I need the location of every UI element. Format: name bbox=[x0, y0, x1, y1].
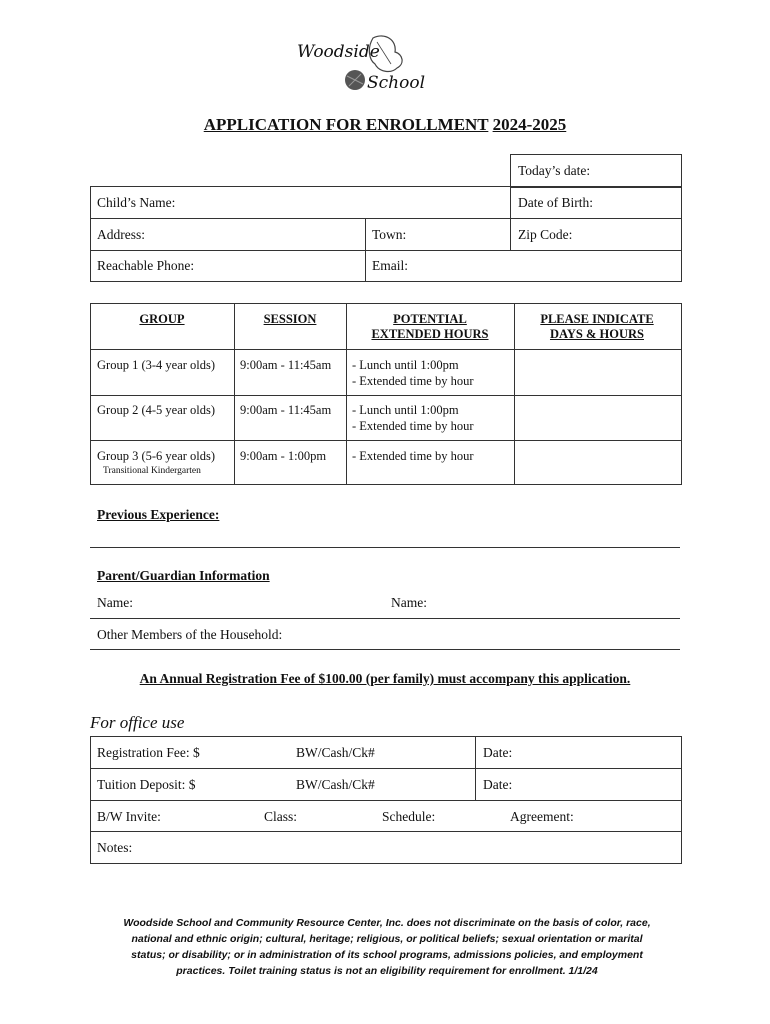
group-3-label: Group 3 (5-6 year olds) bbox=[97, 449, 216, 463]
group-2-hours: - Extended time by hour bbox=[352, 419, 474, 433]
divider bbox=[90, 618, 680, 619]
child-name-field[interactable]: Child’s Name: bbox=[97, 195, 176, 210]
group-1-days-field[interactable] bbox=[515, 350, 680, 395]
phone-field[interactable]: Reachable Phone: bbox=[97, 258, 195, 273]
divider bbox=[90, 831, 681, 832]
title-year: 2024-2025 bbox=[492, 115, 567, 134]
logo-text-woodside: Woodside bbox=[297, 42, 380, 62]
household-field[interactable]: Other Members of the Household: bbox=[97, 627, 283, 642]
divider bbox=[234, 303, 235, 484]
agreement-field[interactable]: Agreement: bbox=[510, 809, 574, 824]
previous-experience-line[interactable] bbox=[90, 547, 680, 548]
header-group: GROUP bbox=[139, 312, 185, 326]
schedule-field[interactable]: Schedule: bbox=[382, 809, 436, 824]
title-main: APPLICATION FOR ENROLLMENT bbox=[203, 115, 489, 134]
header-session: SESSION bbox=[263, 312, 317, 326]
divider bbox=[346, 303, 347, 484]
divider bbox=[90, 649, 680, 650]
tuition-deposit-field[interactable]: Tuition Deposit: $ bbox=[97, 777, 196, 792]
page-title bbox=[0, 115, 770, 135]
office-use-heading: For office use bbox=[90, 713, 185, 732]
group-1-hours: - Extended time by hour bbox=[352, 374, 474, 388]
group-2-days-field[interactable] bbox=[515, 396, 680, 440]
logo-text-school: School bbox=[367, 73, 426, 93]
group-3-note: Transitional Kindergarten bbox=[103, 466, 201, 476]
previous-experience-label: Previous Experience: bbox=[97, 507, 220, 522]
deposit-date-field[interactable]: Date: bbox=[483, 777, 513, 792]
divider bbox=[90, 250, 681, 251]
bw-invite-field[interactable]: B/W Invite: bbox=[97, 809, 161, 824]
parent-name-1-field[interactable]: Name: bbox=[97, 595, 133, 610]
group-1-label: Group 1 (3-4 year olds) bbox=[97, 358, 216, 372]
footer-line: status; or disability; or in administration of its school programs, admissions policies, and employment bbox=[131, 949, 643, 961]
header-days-hours: PLEASE INDICATE DAYS & HOURS bbox=[540, 312, 654, 341]
footer-line: Woodside School and Community Resource Center, Inc. does not discriminate on the basis of color, race, bbox=[123, 917, 651, 929]
divider bbox=[90, 218, 681, 219]
class-field[interactable]: Class: bbox=[264, 809, 298, 824]
divider bbox=[475, 736, 476, 800]
divider bbox=[510, 186, 511, 250]
footer-line: national and ethnic origin; cultural, heritage; religious, or political beliefs; sexual orientation or marital bbox=[131, 933, 643, 945]
group-3-session: 9:00am - 1:00pm bbox=[240, 449, 327, 463]
registration-fee-notice: An Annual Registration Fee of $100.00 (per family) must accompany this application. bbox=[139, 671, 631, 686]
todays-date-label: Today’s date: bbox=[518, 163, 591, 178]
address-field[interactable]: Address: bbox=[97, 227, 145, 242]
parent-info-heading: Parent/Guardian Information bbox=[97, 568, 270, 583]
payment-method-field[interactable]: BW/Cash/Ck# bbox=[296, 745, 375, 760]
group-1-session: 9:00am - 11:45am bbox=[240, 358, 332, 372]
email-field[interactable]: Email: bbox=[372, 258, 408, 273]
group-2-label: Group 2 (4-5 year olds) bbox=[97, 403, 216, 417]
header-extended-hours: POTENTIAL EXTENDED HOURS bbox=[371, 312, 489, 341]
footer-line: practices. Toilet training status is not an eligibility requirement for enrollment. 1/1/24 bbox=[176, 965, 598, 977]
divider bbox=[90, 800, 681, 801]
group-3-days-field[interactable] bbox=[515, 441, 680, 483]
divider bbox=[365, 218, 366, 281]
registration-fee-field[interactable]: Registration Fee: $ bbox=[97, 745, 200, 760]
town-field[interactable]: Town: bbox=[372, 227, 407, 242]
date-of-birth-field[interactable]: Date of Birth: bbox=[518, 195, 593, 210]
payment-method-field[interactable]: BW/Cash/Ck# bbox=[296, 777, 375, 792]
non-discrimination-statement bbox=[92, 915, 682, 979]
school-logo bbox=[295, 30, 430, 100]
zip-code-field[interactable]: Zip Code: bbox=[518, 227, 573, 242]
parent-name-2-field[interactable]: Name: bbox=[391, 595, 427, 610]
group-2-session: 9:00am - 11:45am bbox=[240, 403, 332, 417]
notes-field[interactable]: Notes: bbox=[97, 840, 133, 855]
fee-date-field[interactable]: Date: bbox=[483, 745, 513, 760]
group-2-hours: - Lunch until 1:00pm bbox=[352, 403, 459, 417]
group-1-hours: - Lunch until 1:00pm bbox=[352, 358, 459, 372]
group-3-hours: - Extended time by hour bbox=[352, 449, 474, 463]
divider bbox=[90, 768, 681, 769]
